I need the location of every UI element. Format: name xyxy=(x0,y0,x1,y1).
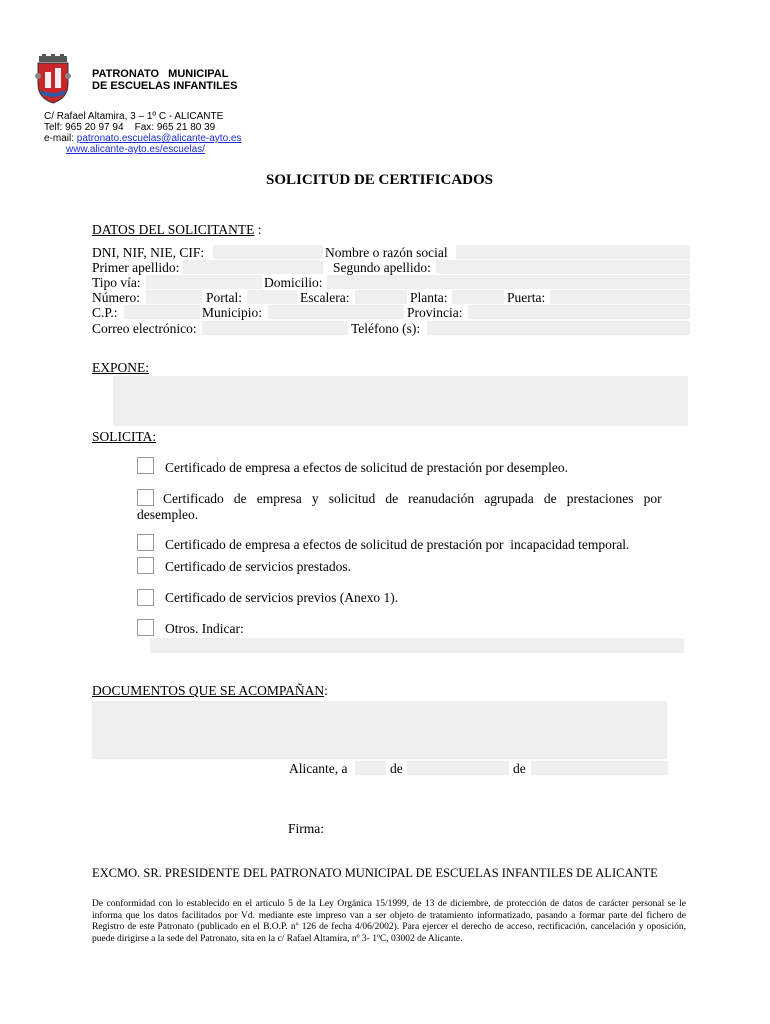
other-field[interactable] xyxy=(150,638,684,653)
address-field[interactable] xyxy=(327,275,690,289)
org-name-line2: DE ESCUELAS INFANTILES xyxy=(92,80,238,92)
dni-label: DNI, NIF, NIE, CIF: xyxy=(92,245,205,260)
floor-label: Planta: xyxy=(410,290,448,305)
org-email-line xyxy=(44,133,242,144)
province-label: Provincia: xyxy=(407,305,463,320)
option-checkbox-temporary-disability[interactable] xyxy=(137,534,154,551)
surname1-label: Primer apellido: xyxy=(92,260,180,275)
street-type-field[interactable] xyxy=(146,275,262,289)
door-label: Puerta: xyxy=(507,290,546,305)
email-field[interactable] xyxy=(202,321,348,335)
name-label: Nombre o razón social xyxy=(325,245,448,260)
surname2-label: Segundo apellido: xyxy=(333,260,431,275)
page-title: SOLICITUD DE CERTIFICADOS xyxy=(266,172,494,188)
city-field[interactable] xyxy=(268,305,404,319)
name-field[interactable] xyxy=(456,245,690,259)
option-label-services-rendered: Certificado de servicios prestados. xyxy=(165,559,351,574)
expone-heading: EXPONE: xyxy=(92,360,149,375)
number-label: Número: xyxy=(92,290,140,305)
phone-label: Teléfono (s): xyxy=(351,321,421,336)
documents-heading xyxy=(92,683,328,699)
option-label-grouped: Certificado de empresa y solicitud de reanudación agrupada de prestaciones por xyxy=(163,491,662,506)
address-label: Domicilio: xyxy=(264,275,323,290)
stair-label: Escalera: xyxy=(300,290,350,305)
date-de-2: de xyxy=(513,761,526,776)
phone-field[interactable] xyxy=(427,321,690,335)
surname1-field[interactable] xyxy=(183,260,323,274)
email-link[interactable]: patronato.escuelas@alicante-ayto.es xyxy=(76,133,242,144)
option-checkbox-previous-services[interactable] xyxy=(137,589,154,606)
solicita-heading: SOLICITA: xyxy=(92,429,157,444)
door-field[interactable] xyxy=(550,290,690,304)
month-field[interactable] xyxy=(407,761,509,775)
website-link[interactable]: www.alicante-ayto.es/escuelas/ xyxy=(66,144,205,155)
floor-field[interactable] xyxy=(452,290,504,304)
option-label-grouped-cont: desempleo. xyxy=(137,507,199,522)
documents-label: DOCUMENTOS QUE SE ACOMPAÑAN xyxy=(92,683,325,698)
applicant-section-label: DATOS DEL SOLICITANTE xyxy=(92,222,255,237)
documents-suffix: : xyxy=(324,683,328,698)
cp-label: C.P.: xyxy=(92,305,118,320)
number-field[interactable] xyxy=(146,290,202,304)
dni-field[interactable] xyxy=(213,245,323,259)
cp-field[interactable] xyxy=(124,305,200,319)
addressee: EXCMO. SR. PRESIDENTE DEL PATRONATO MUNICIPAL DE ESCUELAS INFANTILES DE ALICANTE xyxy=(92,866,658,880)
option-checkbox-grouped[interactable] xyxy=(137,489,154,506)
expone-textarea[interactable] xyxy=(113,376,688,426)
legal-notice: De conformidad con lo establecido en el artículo 5 de la Ley Orgánica 15/1999, de 13 de diciembre, de protección de datos de carácter personal se le informa que los datos facilitados por Vd. mediante este impreso van a ser objeto de tratamiento informatizado, pasando a formar parte del fichero de Registro de este Patronato (publicado en el B.O.P. nº 126 de fecha 4/06/2002). Para ejercer el derecho de acceso, rectificación, cancelación y oposición, puede dirigirse a la sede del Patronato, sita en la c/ Rafael Altamira, nº 3- 1ºC, 03002 de Alicante. xyxy=(92,899,686,944)
org-address: C/ Rafael Altamira, 3 – 1º C - ALICANTE xyxy=(44,111,224,122)
option-label-temporary-disability: Certificado de empresa a efectos de solicitud de prestación por incapacidad temporal. xyxy=(165,537,630,552)
city-label: Municipio: xyxy=(202,305,262,320)
province-field[interactable] xyxy=(468,305,690,319)
documents-textarea[interactable] xyxy=(92,701,667,759)
year-field[interactable] xyxy=(531,761,668,775)
option-checkbox-services-rendered[interactable] xyxy=(137,557,154,574)
option-checkbox-other[interactable] xyxy=(137,619,154,636)
option-label-previous-services: Certificado de servicios previos (Anexo 1). xyxy=(165,590,399,605)
portal-field[interactable] xyxy=(247,290,297,304)
stair-field[interactable] xyxy=(355,290,407,304)
signature-label: Firma: xyxy=(288,821,324,836)
street-type-label: Tipo vía: xyxy=(92,275,141,290)
day-field[interactable] xyxy=(355,761,386,775)
email-label: e-mail: xyxy=(44,133,77,144)
option-label-unemployment: Certificado de empresa a efectos de solicitud de prestación por desempleo. xyxy=(165,460,568,475)
place-label: Alicante, a xyxy=(289,761,348,776)
option-label-other: Otros. Indicar: xyxy=(165,621,244,636)
option-checkbox-unemployment[interactable] xyxy=(137,457,154,474)
surname2-field[interactable] xyxy=(436,260,690,274)
org-name-line1: PATRONATO MUNICIPAL xyxy=(92,68,229,80)
applicant-section-suffix: : xyxy=(254,222,262,237)
email-field-label: Correo electrónico: xyxy=(92,321,197,336)
date-de-1: de xyxy=(390,761,403,776)
org-phone-fax: Telf: 965 20 97 94 Fax: 965 21 80 39 xyxy=(44,122,216,133)
applicant-section-heading xyxy=(92,222,262,238)
portal-label: Portal: xyxy=(206,290,242,305)
coat-of-arms-logo xyxy=(33,54,73,106)
